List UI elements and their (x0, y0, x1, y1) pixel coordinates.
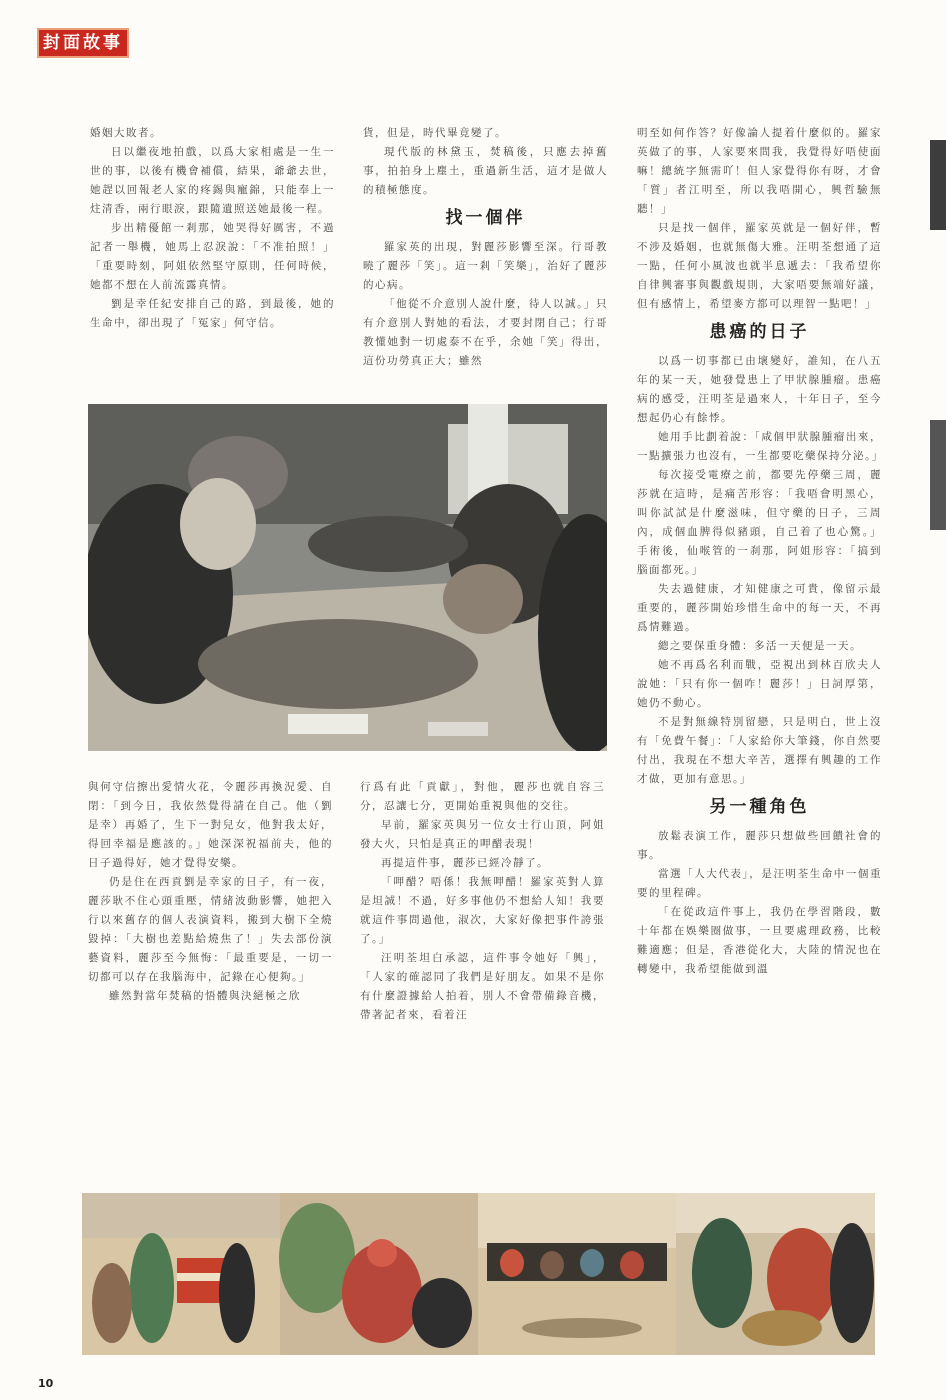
paragraph: 她用手比劃着說：「咸個甲狀腺腫瘤出來，一點擴張力也沒有，一生都要吃藥保持分泌。」 (637, 431, 884, 462)
paragraph: 劉是幸任紀安排自己的路，到最後，她的生命中，卻出現了「冤家」何守信。 (90, 298, 335, 329)
paragraph: 放鬆表演工作，麗莎只想做些回饋社會的事。 (637, 830, 882, 861)
strip-photo-4 (676, 1193, 875, 1355)
paragraph: 失去過健康，才知健康之可貴，像留示最重要的，麗莎開始珍惜生命中的每一天，不再爲情難過。 (637, 583, 882, 633)
photo-strip (82, 1193, 875, 1355)
paragraph: 總之要保重身體：多活一天便是一天。 (658, 640, 862, 652)
article-column-1-top (90, 124, 335, 333)
paragraph: 不是對無線特別留戀，只是明白，世上沒有「免費午餐」：「人家給你大筆錢，你自然要付出，我現在不想大辛苦，選擇有興趣的工作才做，更加有意思。」 (637, 716, 882, 785)
paragraph: 「呷醋？唔係！我無呷醋！羅家英對人算是坦誠！不過，好多事他仍不想給人知！我要就這件事問過他，淑次，大家好像把事件誇張了。」 (360, 876, 605, 945)
paragraph: 汪明荃坦白承認，這件事令她好「興」，「人家的確認同了我們是好朋友。如果不是你有什麼證據給人拍着，別人不會帶備錄音機，帶著記者來，看着汪 (360, 952, 605, 1021)
article-column-2-top (363, 124, 608, 371)
paragraph: 以爲一切事都已由壞變好，誰知，在八五年的某一天，她發覺患上了甲狀腺腫瘤。患癌病的感受，汪明荃是過來人，十年日子，至今想起仍心有餘悸。 (637, 355, 882, 424)
page-number: 10 (38, 1377, 54, 1390)
adjacent-page-edge (930, 140, 946, 230)
paragraph: 與何守信擦出愛情火花，令麗莎再換況愛、自閉：「到今日，我依然覺得請在自己。他（劉是幸）再婚了，生下一對兒女，他對我太好，得回幸福是應該的。」她深深祝福前夫，他的日子過得好，她才覺得安樂。 (88, 781, 333, 869)
section-heading: 患癌的日子 (709, 322, 810, 342)
adjacent-page-edge (930, 420, 946, 530)
article-column-3 (637, 124, 882, 979)
article-column-2-bottom (360, 778, 605, 1025)
paragraph: 貨，但是，時代畢竟變了。 (363, 127, 507, 139)
paragraph: 再提這件事，麗莎已經冷靜了。 (381, 857, 549, 869)
paragraph: 早前，羅家英與另一位女士行山頂，阿姐發大火，只怕是真正的呷醋表現！ (360, 819, 605, 850)
section-heading: 找一個伴 (445, 208, 526, 228)
strip-photo-2 (279, 1193, 478, 1355)
paragraph: 她不再爲名利而戰，亞視出到林百欣夫人說她：「只有你一個咋！麗莎！」日詞厚第，她仍不動心。 (637, 659, 882, 709)
paragraph: 只是找一個伴，羅家英就是一個好伴，暫不涉及婚姻，也就無傷大雅。汪明荃想通了這一點，任何小風波也就半息遞去：「我希望你自律興審事與觀戲規則，大家唔要無端好議，但有感情上，希望麥方都可以理智一點吧！」 (637, 222, 882, 310)
strip-photo-3 (478, 1193, 676, 1355)
paragraph: 婚姻大敗者。 (90, 127, 162, 139)
paragraph: 行爲有此「貢獻」，對他，麗莎也就自容三分，忍讓七分，更開始重視與他的交往。 (360, 781, 605, 812)
article-column-1-bottom (88, 778, 333, 1006)
rehearsal-photo (88, 404, 607, 751)
paragraph: 日以繼夜地拍戲，以爲大家相處是一生一世的事，以後有機會補償，結果，爺爺去世，她趕以回報老人家的疼錫與寵錦，只能奉上一炷清香，兩行眼淚，跟隨遺照送她最後一程。 (90, 146, 335, 215)
paragraph: 明至如何作答？好像論人提着什麼似的。羅家英做了的事，人家要來問我，我覺得好唔使面嘛！總統字無需吖！但人家覺得你有呀，才會「質」者江明至，所以我唔開心，興哲驗無聽！」 (637, 127, 882, 215)
section-heading: 另一種角色 (709, 797, 810, 817)
paragraph: 步出精優館一剎那，她哭得好厲害，不過記者一舉機，她馬上忍淚說：「不准拍照！」「重要時刻，阿姐依然堅守原則，任何時候，她都不想在人前流露真情。 (90, 222, 335, 291)
paragraph: 現代版的林黛玉，焚稿後，只應去掉舊事，拍拍身上塵土，重過新生活，這才是做人的積極態度。 (363, 146, 608, 196)
paragraph: 「在從政這件事上，我仍在學習階段，數十年都在娛樂圈做事，一旦要處理政務，比較難適應；但是，香港從化大，大陸的情況也在轉變中，我希望能做到溫 (637, 906, 882, 975)
paragraph: 每次接受電療之前，都要先停藥三周，麗莎就在這時，是痛苦形容：「我唔會明黑心，叫你試試是什麼滋味，但守藥的日子，三周內，成個血脾得似豬頭，自己着了也心驚。」手術後，仙喉管的一刹那，阿姐形容：「搞到腦面都死。」 (637, 469, 882, 576)
paragraph: 羅家英的出現，對麗莎影響至深。行哥教曉了麗莎「笑」。這一剎「笑樂」，治好了麗莎的心病。 (363, 241, 608, 291)
paragraph: 雖然對當年焚稿的悟體與決絕極之欣 (109, 990, 301, 1002)
photo-strip-image (82, 1193, 875, 1355)
rehearsal-photo-image (88, 404, 607, 751)
paragraph: 「他從不介意別人說什麼，待人以誠。」只有介意別人對她的看法，才要封閉自己；行哥教懂她對一切處泰不在乎，余她「笑」得出，這份功勞真正大；雖然 (363, 298, 608, 367)
strip-photo-1 (82, 1193, 280, 1355)
paragraph: 當選「人大代表」，是汪明荃生命中一個重要的里程碑。 (637, 868, 882, 899)
paragraph: 仍是住在西貢劉是幸家的日子，有一夜，麗莎耿不住心頭重壓，情緒波動影響，她把入行以來舊存的個人表演資料，搬到大樹下全燒毀掉：「大樹也差點給燒焦了！」失去部份演藝資料，麗莎至今無悔：「最重要是，一切一切都可以存在我腦海中，記錄在心便夠。」 (88, 876, 333, 983)
section-tag: 封面故事 (37, 28, 129, 58)
